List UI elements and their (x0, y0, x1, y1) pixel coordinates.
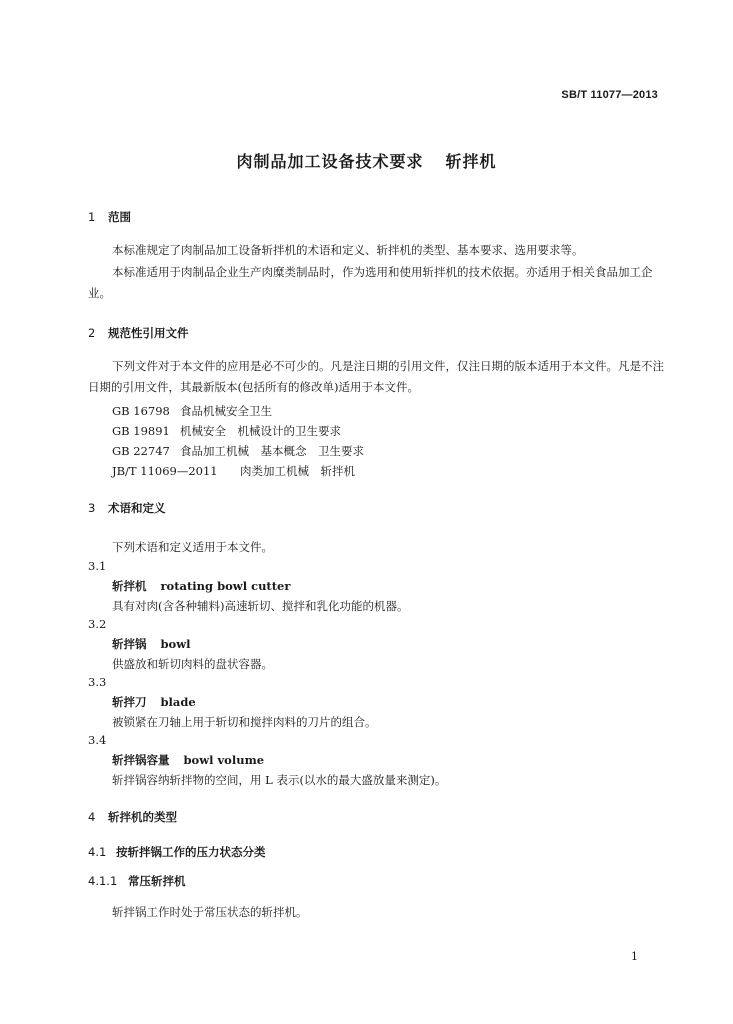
subsection-4-1-1-text: 斩拌锅工作时处于常压状态的斩拌机。 (112, 905, 308, 919)
section-4-heading: 4 斩拌机的类型 (88, 810, 177, 824)
section-3-intro: 下列术语和定义适用于本文件。 (112, 540, 273, 554)
term-number: 3.4 (88, 733, 107, 747)
reference-item: GB 16798 食品机械安全卫生 (112, 404, 272, 418)
term-definition: 斩拌锅容纳斩拌物的空间，用 L 表示(以水的最大盛放量来测定)。 (112, 773, 447, 787)
term-number: 3.1 (88, 559, 107, 573)
section-1-heading: 1 范围 (88, 210, 131, 224)
reference-item: GB 22747 食品加工机械 基本概念 卫生要求 (112, 444, 364, 458)
term-heading: 斩拌锅容量 bowl volume (112, 753, 265, 767)
section-2-paragraph: 下列文件对于本文件的应用是必不可少的。凡是注日期的引用文件，仅注日期的版本适用于本文件。凡是不注日期的引用文件，其最新版本(包括所有的修改单)适用于本文件。 (88, 359, 664, 394)
term-definition: 被锁紧在刀轴上用于斩切和搅拌肉料的刀片的组合。 (112, 715, 377, 729)
term-heading: 斩拌机 rotating bowl cutter (112, 579, 291, 593)
section-3-heading: 3 术语和定义 (88, 501, 166, 515)
term-definition: 供盛放和斩切肉料的盘状容器。 (112, 657, 273, 671)
term-heading: 斩拌锅 bowl (112, 637, 191, 651)
section-1-paragraph-1: 本标准规定了肉制品加工设备斩拌机的术语和定义、斩拌机的类型、基本要求、选用要求等。 (112, 243, 584, 257)
section-2-heading: 2 规范性引用文件 (88, 326, 189, 340)
reference-item: GB 19891 机械安全 机械设计的卫生要求 (112, 424, 341, 438)
section-1-paragraph-2: 本标准适用于肉制品企业生产肉糜类制品时，作为选用和使用斩拌机的技术依据。亦适用于相关食品加工企业。 (88, 265, 653, 300)
page-number: 1 (631, 950, 638, 963)
document-title (0, 149, 733, 172)
subsection-4-1-1-heading: 4.1.1 常压斩拌机 (88, 874, 186, 888)
subsection-4-1-heading: 4.1 按斩拌锅工作的压力状态分类 (88, 845, 266, 859)
title-sub: 斩拌机 (445, 152, 497, 171)
term-number: 3.2 (88, 617, 107, 631)
term-definition: 具有对肉(含各种辅料)高速斩切、搅拌和乳化功能的机器。 (112, 599, 409, 613)
term-number: 3.3 (88, 675, 107, 689)
term-heading: 斩拌刀 blade (112, 695, 196, 709)
reference-item: JB/T 11069—2011 肉类加工机械 斩拌机 (112, 464, 355, 478)
standard-code: SB/T 11077—2013 (561, 89, 658, 101)
title-main: 肉制品加工设备技术要求 (236, 152, 424, 171)
